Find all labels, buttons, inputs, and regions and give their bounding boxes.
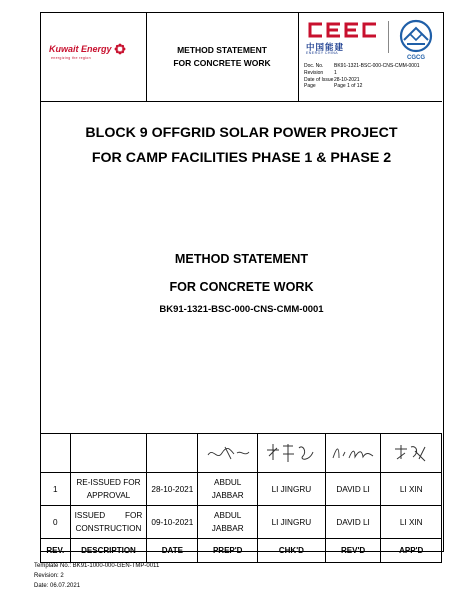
date-cell: 28-10-2021 <box>147 473 198 506</box>
revd-cell: DAVID LI <box>325 473 381 506</box>
table-header-row <box>41 539 442 563</box>
description-cell: ISSUED FOR CONSTRUCTION <box>70 506 147 539</box>
doc-info-row: Doc. No. BK91-1321-BSC-000-CNS-CMM-0001 <box>304 63 420 69</box>
rev-cell: 1 <box>41 473 71 506</box>
signature-icon <box>203 441 253 465</box>
signature-prepd <box>198 434 258 473</box>
project-title-line1: BLOCK 9 OFFGRID SOLAR POWER PROJECT <box>85 125 398 141</box>
appd-cell: LI XIN <box>381 473 442 506</box>
footer-template-no: Template No.: BK91-1000-000-GEN-TMP-0011 <box>34 563 160 569</box>
ceec-english-name: ENERGY CHINA <box>306 51 339 55</box>
date-cell: 09-10-2021 <box>147 506 198 539</box>
footer-date: Date: 06.07.2021 <box>34 583 81 589</box>
cgcg-logo-icon <box>396 19 436 61</box>
signature-revd <box>325 434 381 473</box>
signature-icon <box>263 440 319 466</box>
method-statement-title <box>41 245 442 301</box>
signature-chkd <box>258 434 326 473</box>
signature-appd <box>381 434 442 473</box>
client-logo-cell <box>41 13 147 101</box>
header-rev: REV. <box>41 539 71 563</box>
revision-row <box>41 506 442 539</box>
contractor-info-cell <box>298 13 442 101</box>
revision-row <box>41 473 442 506</box>
doc-info-row: Date of Issue 28-10-2021 <box>304 76 360 83</box>
doc-info-row: Revision 1 <box>304 69 337 76</box>
signature-icon <box>329 442 377 464</box>
chkd-cell: LI JINGRU <box>258 506 326 539</box>
kuwait-energy-name: Kuwait Energy <box>49 44 112 54</box>
header-prepd: PREP'D <box>198 539 258 563</box>
method-title-line1: METHOD STATEMENT <box>174 252 309 266</box>
document-frame <box>40 12 444 555</box>
doc-info-row: Page Page 1 of 12 <box>304 83 363 90</box>
header-description: DESCRIPTION <box>70 539 147 563</box>
appd-cell: LI XIN <box>381 506 442 539</box>
signature-icon <box>389 441 433 465</box>
header-chkd: CHK'D <box>258 539 326 563</box>
document-number: BK91-1321-BSC-000-CNS-CMM-0001 <box>159 304 324 315</box>
revision-table <box>40 433 442 563</box>
template-footer <box>34 561 159 591</box>
header-title-line1: METHOD STATEMENT <box>177 45 267 55</box>
header-title-cell <box>146 13 299 101</box>
prepd-cell: ABDUL JABBAR <box>198 506 258 539</box>
document-header <box>41 13 442 102</box>
signature-row <box>41 434 442 473</box>
ceec-chinese-name: 中国能建 <box>306 42 345 52</box>
logo-divider <box>388 21 389 53</box>
footer-revision: Revision: 2 <box>34 573 64 579</box>
kuwait-energy-tagline: energizing the region <box>51 56 91 60</box>
rev-cell: 0 <box>41 506 71 539</box>
project-title <box>41 121 442 171</box>
document-info <box>304 63 440 90</box>
prepd-cell: ABDUL JABBAR <box>198 473 258 506</box>
project-title-line2: FOR CAMP FACILITIES PHASE 1 & PHASE 2 <box>91 150 392 166</box>
kuwait-energy-logo <box>49 43 141 60</box>
svg-text:CGCG: CGCG <box>407 55 425 61</box>
description-cell: RE-ISSUED FOR APPROVAL <box>70 473 147 506</box>
header-date: DATE <box>147 539 198 563</box>
header-revd: REV'D <box>325 539 381 563</box>
method-title-line2: FOR CONCRETE WORK <box>169 280 314 294</box>
ceec-logo-icon <box>306 21 384 39</box>
contractor-logos <box>302 19 438 61</box>
header-title-line2: FOR CONCRETE WORK <box>173 58 271 68</box>
chkd-cell: LI JINGRU <box>258 473 326 506</box>
kuwait-energy-flower-icon <box>114 43 126 55</box>
revd-cell: DAVID LI <box>325 506 381 539</box>
header-appd: APP'D <box>381 539 442 563</box>
